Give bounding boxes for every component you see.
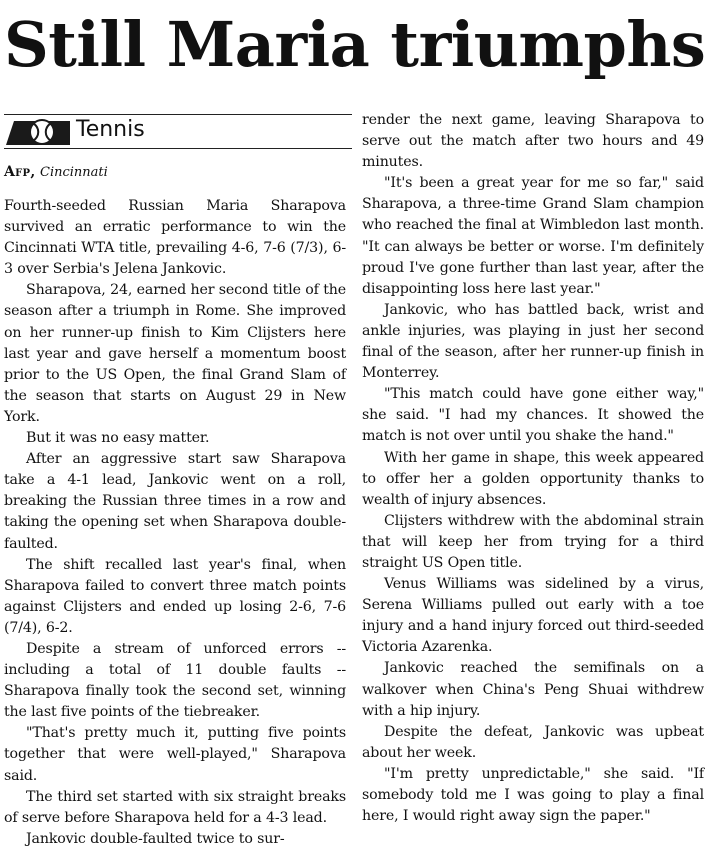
section-divider <box>4 148 352 149</box>
paragraph: "This match could have gone either way," she said. "I had my chances. It showed the match is not over until you shake the hand." <box>362 386 704 445</box>
paragraph: "I'm pretty unpredictable," she said. "If somebody told me I was going to play a final here, I would right away sign the paper." <box>362 765 704 825</box>
paragraph: Jankovic double-faulted twice to sur- <box>26 830 285 847</box>
paragraph: After an aggressive start saw Sharapova take a 4-1 lead, Jankovic went on a roll, breaking the Russian three times in a row and taking the opening set when Sharapova double-faulted. <box>4 451 346 552</box>
paragraph: With her game in shape, this week appeared to offer her a golden opportunity thanks to wealth of injury absences. <box>362 449 704 508</box>
byline <box>4 162 352 183</box>
paragraph: The shift recalled last year's final, when Sharapova failed to convert three match points against Clijsters and ended up losing 2-6, 7-6 (7/4), 6-2. <box>4 556 346 636</box>
article-column-2 <box>362 110 704 827</box>
paragraph: Despite the defeat, Jankovic was upbeat about her week. <box>362 723 704 761</box>
paragraph: Venus Williams was sidelined by a virus, Serena Williams pulled out early with a toe injury and a hand injury forced out third-seeded Victoria Azarenka. <box>362 576 704 656</box>
paragraph: Despite a stream of unforced errors -- including a total of 11 double faults -- Sharapova finally took the second set, winning the last five points of the tiebreaker. <box>4 640 346 721</box>
paragraph: "That's pretty much it, putting five points together that were well-played," Sharapova said. <box>4 725 346 784</box>
paragraph: Clijsters withdrew with the abdominal strain that will keep her from trying for a third straight US Open title. <box>362 512 704 571</box>
article-column-1 <box>4 196 346 850</box>
byline-agency: Afp, <box>4 164 36 180</box>
paragraph: Jankovic, who has battled back, wrist and ankle injuries, was playing in just her second final of the season, after her runner-up finish in Monterrey. <box>362 301 704 382</box>
paragraph: Jankovic reached the semifinals on a walkover when China's Peng Shuai withdrew with a hip injury. <box>362 660 704 719</box>
paragraph: The third set started with six straight breaks of serve before Sharapova held for a 4-3 lead. <box>4 788 346 826</box>
section-label: Tennis <box>76 117 145 142</box>
paragraph: Fourth-seeded Russian Maria Sharapova survived an erratic performance to win the Cincinnati WTA title, prevailing 4-6, 7-6 (7/3), 6-3 over Serbia's Jelena Jankovic. <box>4 198 346 278</box>
paragraph: But it was no easy matter. <box>26 430 210 447</box>
section-header <box>4 114 352 147</box>
paragraph: Sharapova, 24, earned her second title of the season after a triumph in Rome. She improved on her runner-up finish to Kim Clijsters here last year and gave herself a momentum boost prior to the US Open, the final Grand Slam of the season that starts on August 29 in New York. <box>4 282 346 425</box>
headline: Still Maria triumphs <box>4 8 706 81</box>
paragraph: render the next game, leaving Sharapova to serve out the match after two hours and 49 minutes. <box>362 112 704 171</box>
byline-city: Cincinnati <box>40 165 108 180</box>
paragraph: "It's been a great year for me so far," said Sharapova, a three-time Grand Slam champion who reached the final at Wimbledon last month. "It can always be better or worse. I'm definitely proud I've gone further than last year, after the disappointing loss here last year." <box>362 175 704 297</box>
tennis-ball-icon <box>6 118 70 146</box>
